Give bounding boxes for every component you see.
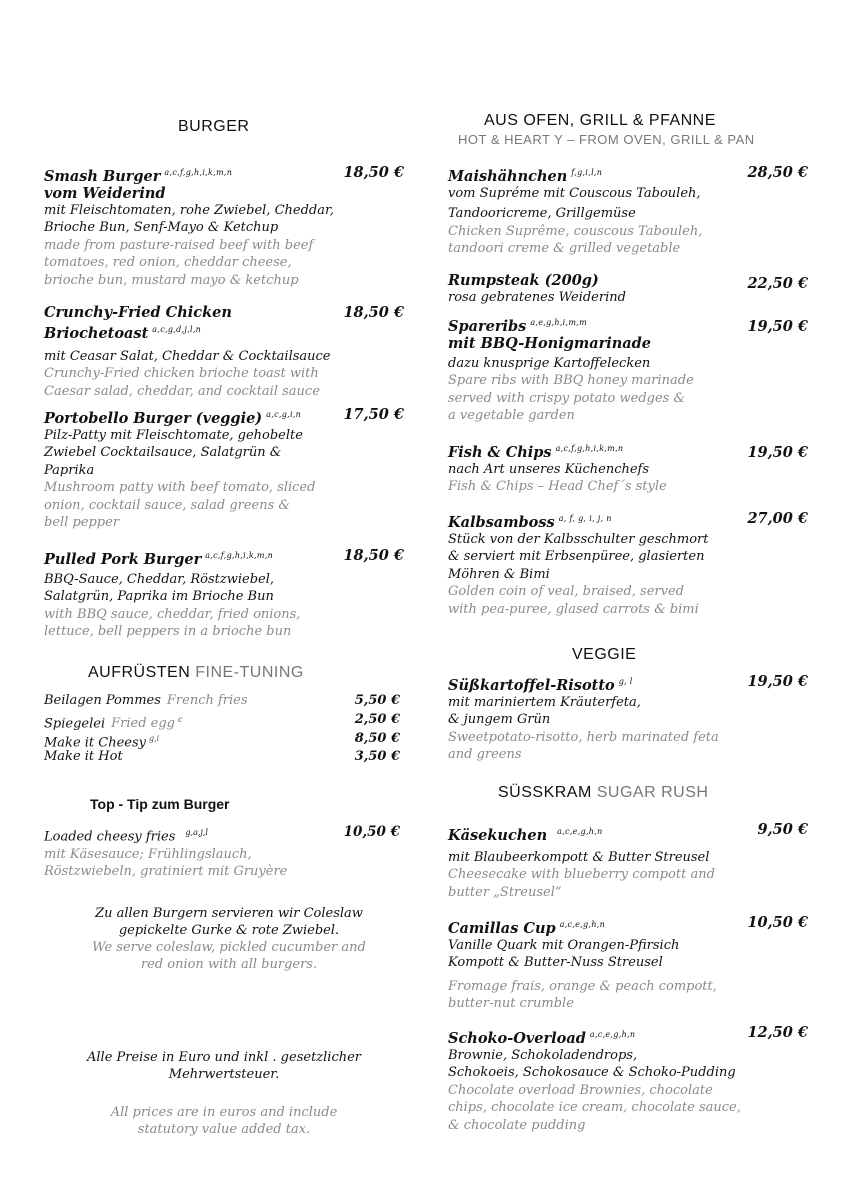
item-description-en: Chocolate overload Brownies, chocolate chips, chocolate ice cream, chocolate sauce, & chocolate pudding — [448, 1082, 741, 1133]
item-description-de: rosa gebratenes Weiderind — [448, 290, 626, 305]
item-description-en: Fromage frais, orange & peach compott, butter-nut crumble — [448, 978, 717, 1012]
item-name: Loaded cheesy fries $^{g,a,j,l}$ — [44, 828, 208, 845]
menu-item-fish-and-chips — [448, 440, 808, 496]
menu-item-rumpsteak — [448, 272, 808, 307]
item-price: 19,50 € — [747, 673, 808, 690]
item-description-de: nach Art unseres Küchenchefs — [448, 461, 650, 477]
item-description-en: made from pasture-raised beef with beef tomatoes, red onion, cheddar cheese, brioche bun, mustard mayo & ketchup — [44, 237, 314, 288]
item-description-de: BBQ-Sauce, Cheddar, Röstzwiebel, Salatgrün, Paprika im Brioche Bun — [44, 571, 275, 605]
item-name: Fish & Chips $^{a,c,f,g,h,i,k,m,n}$ — [448, 443, 624, 461]
coleslaw-note: Zu allen Burgern servieren wir Coleslaw gepickelte Gurke & rote Zwiebel. We serve coleslaw, pickled cucumber and red onion with all burgers. — [92, 906, 366, 972]
item-name: Kalbsamboss $^{a, f, g, i, j, n}$ — [448, 513, 612, 531]
item-name: Smash Burger $^{a,c,f,g,h,i,k,m,n}$ — [44, 167, 233, 185]
item-description-de: Vanille Quark mit Orangen-Pfirsich Kompott & Butter-Nuss Streusel — [448, 937, 680, 971]
item-name: Spareribs $^{a,e,g,h,i,m,m}$ — [448, 317, 587, 335]
item-name: Camillas Cup $^{a,c,e,g,h,n}$ — [448, 919, 606, 937]
item-name-line2: vom Weiderind — [44, 184, 166, 202]
item-description-de: Brownie, Schokoladendrops, Schokoeis, Schokosauce & Schoko-Pudding — [448, 1047, 736, 1081]
item-name: Crunchy-Fried Chicken — [44, 304, 232, 321]
item-description-de: mit Blaubeerkompott & Butter Streusel — [448, 849, 710, 865]
item-description-de: mit Ceasar Salat, Cheddar & Cocktailsauce — [44, 348, 331, 364]
item-name-line2: mit BBQ-Honigmarinade — [448, 334, 652, 352]
item-description-en: Chicken Suprême, couscous Tabouleh, tandoori creme & grilled vegetable — [448, 223, 703, 257]
item-description-en: Sweetpotato-risotto, herb marinated feta and greens — [448, 729, 719, 763]
menu-item-smash-burger — [44, 164, 404, 289]
item-description: mit Käsesauce; Frühlingslauch, Röstzwiebeln, gratiniert mit Gruyère — [44, 846, 288, 880]
item-price: 27,00 € — [747, 510, 808, 527]
item-description-en: Golden coin of veal, braised, served with pea-puree, glased carrots & bimi — [448, 584, 699, 617]
item-description-de: Pilz-Patty mit Fleischtomate, gehobelte Zwiebel Cocktailsauce, Salatgrün & Paprika — [44, 427, 303, 478]
menu-item-camillas-cup — [448, 916, 808, 1013]
item-name: Portobello Burger (veggie) $^{a,c,g,i,n}$ — [44, 409, 302, 427]
item-description-de: vom Supréme mit Couscous Tabouleh, Tandooricreme, Grillgemüse — [448, 185, 701, 222]
item-price: 28,50 € — [747, 164, 808, 181]
item-description-de: Stück von der Kalbsschulter geschmort & serviert mit Erbsenpüree, glasierten Möhren & Bimi — [448, 531, 709, 582]
suesskram-section-title: SÜSSKRAM SUGAR RUSH — [498, 784, 709, 801]
menu-item-maishaehnchen — [448, 164, 808, 258]
item-name: Maishähnchen $^{f,g,i,l,n}$ — [448, 167, 603, 185]
aufruesten-section-title: AUFRÜSTEN FINE-TUNING — [88, 664, 304, 681]
item-name: Rumpsteak (200g) — [448, 272, 599, 289]
item-description-de: dazu knusprige Kartoffelecken — [448, 355, 651, 371]
item-price: 10,50 € — [747, 914, 808, 931]
burger-section-title: BURGER — [178, 118, 250, 135]
item-description-en: Mushroom patty with beef tomato, sliced onion, cocktail sauce, salad greens & bell pepper — [44, 480, 316, 531]
top-tip-title: Top - Tip zum Burger — [90, 796, 230, 812]
item-name: Schoko-Overload $^{a,c,e,g,h,n}$ — [448, 1029, 636, 1047]
menu-item-kaesekuchen — [448, 823, 808, 901]
menu-item-suesskartoffel-risotto — [448, 673, 808, 764]
upgrade-row-fried-egg: Spiegelei Fried egg $^c$ 2,50 € — [44, 712, 400, 732]
item-description-en: Crunchy-Fried chicken brioche toast with Caesar salad, cheddar, and cocktail sauce — [44, 366, 320, 399]
upgrade-row-hot: Make it Hot 3,50 € — [44, 749, 400, 764]
menu-item-pulled-pork-burger — [44, 547, 404, 641]
item-name: Käsekuchen $^{a,c,e,g,h,n}$ — [448, 826, 603, 844]
item-price: 12,50 € — [747, 1024, 808, 1041]
item-description-en: Spare ribs with BBQ honey marinade served with crispy potato wedges & a vegetable garden — [448, 373, 694, 424]
ofen-section-title: AUS OFEN, GRILL & PFANNE — [484, 112, 716, 129]
menu-item-loaded-cheesy-fries — [44, 824, 400, 881]
item-price: 10,50 € — [343, 824, 400, 840]
item-name-line2: Briochetoast $^{a,c,g,d,j,l,n}$ — [44, 324, 202, 342]
item-description-de: mit mariniertem Kräuterfeta, & jungem Grün — [448, 694, 641, 728]
upgrade-row-fries: Beilagen Pommes French fries 5,50 € — [44, 693, 400, 708]
prices-note: Alle Preise in Euro und inkl . gesetzlicher Mehrwertsteuer. All prices are in euros and include statutory value added tax. — [86, 1050, 362, 1137]
menu-item-kalbsamboss — [448, 510, 808, 618]
item-price: 22,50 € — [747, 275, 808, 292]
menu-item-spareribs — [448, 314, 808, 425]
item-price: 17,50 € — [343, 406, 404, 423]
item-price: 18,50 € — [343, 304, 404, 321]
veggie-section-title: VEGGIE — [572, 646, 637, 663]
item-price: 19,50 € — [747, 318, 808, 335]
menu-item-crunchy-fried-chicken — [44, 304, 404, 400]
item-name: Pulled Pork Burger $^{a,c,f,g,h,i,k,m,n}$ — [44, 550, 274, 568]
upgrade-row-cheesy: Make it Cheesy $^{g,i}$ 8,50 € — [44, 731, 400, 751]
item-price: 19,50 € — [747, 444, 808, 461]
item-name: Süßkartoffel-Risotto $^{g, l}$ — [448, 676, 633, 694]
item-price: 9,50 € — [757, 821, 808, 838]
item-description-en: Fish & Chips – Head Chef´s style — [448, 479, 667, 495]
menu-item-schoko-overload — [448, 1026, 808, 1134]
item-description-en: with BBQ sauce, cheddar, fried onions, lettuce, bell peppers in a brioche bun — [44, 606, 301, 640]
item-price: 18,50 € — [343, 164, 404, 181]
item-price: 18,50 € — [343, 547, 404, 564]
menu-item-portobello-burger — [44, 406, 404, 532]
item-description-de: mit Fleischtomaten, rohe Zwiebel, Cheddar, Brioche Bun, Senf-Mayo & Ketchup — [44, 202, 334, 236]
ofen-section-subtitle: HOT & HEART Y – FROM OVEN, GRILL & PAN — [458, 132, 755, 147]
item-description-en: Cheesecake with blueberry compott and butter „Streusel“ — [448, 867, 715, 900]
